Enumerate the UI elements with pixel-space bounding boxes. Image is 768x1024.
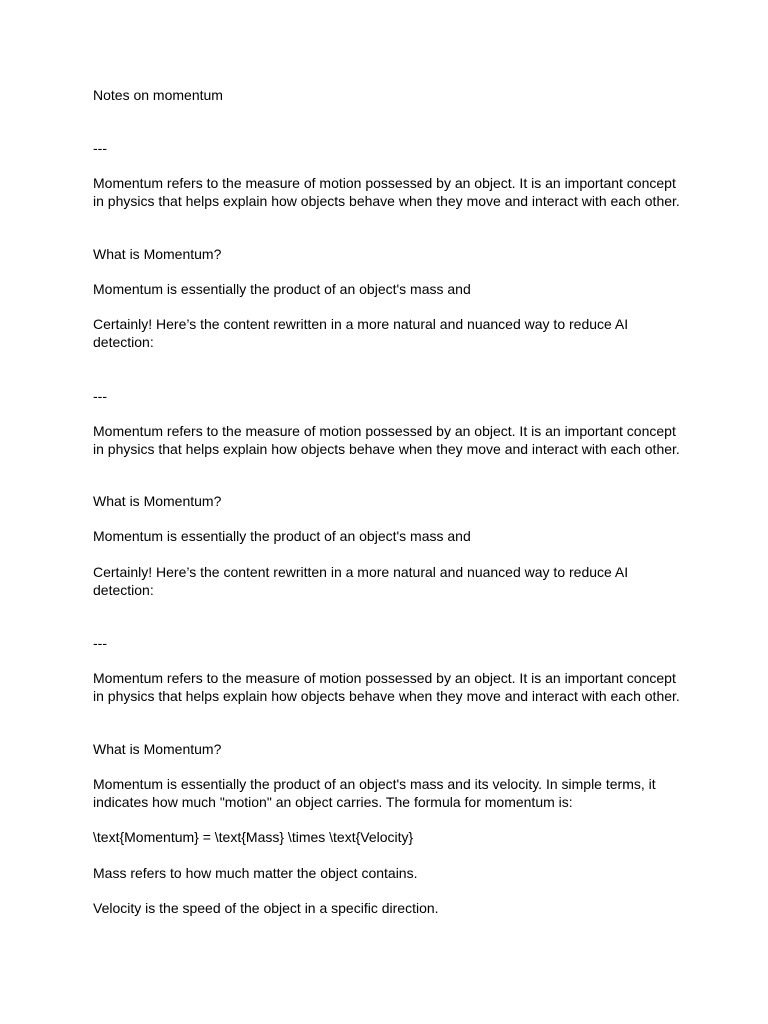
formula: \text{Momentum} = \text{Mass} \times \text{Velocity} (93, 829, 414, 845)
section-heading: What is Momentum? (93, 493, 222, 509)
page-title: Notes on momentum (93, 87, 223, 103)
separator: --- (93, 388, 107, 404)
paragraph: Momentum refers to the measure of motion possessed by an object. It is an important concept in physics that helps explain how objects behave when they move and interact with each other. (93, 175, 680, 209)
section-heading: What is Momentum? (93, 246, 222, 262)
paragraph: Velocity is the speed of the object in a specific direction. (93, 900, 439, 916)
separator: --- (93, 635, 107, 651)
separator: --- (93, 140, 107, 156)
paragraph: Momentum is essentially the product of an object's mass and (93, 528, 471, 544)
section-heading: What is Momentum? (93, 741, 222, 757)
paragraph: Momentum refers to the measure of motion possessed by an object. It is an important concept in physics that helps explain how objects behave when they move and interact with each other. (93, 670, 680, 704)
paragraph: Mass refers to how much matter the object contains. (93, 865, 418, 881)
paragraph: Certainly! Here’s the content rewritten in a more natural and nuanced way to reduce AI detection: (93, 564, 629, 598)
paragraph: Momentum refers to the measure of motion possessed by an object. It is an important concept in physics that helps explain how objects behave when they move and interact with each other. (93, 423, 680, 457)
paragraph: Certainly! Here’s the content rewritten in a more natural and nuanced way to reduce AI detection: (93, 316, 629, 350)
paragraph: Momentum is essentially the product of an object's mass and (93, 281, 471, 297)
paragraph: Momentum is essentially the product of an object's mass and its velocity. In simple terms, it indicates how much "motion" an object carries. The formula for momentum is: (93, 776, 656, 810)
